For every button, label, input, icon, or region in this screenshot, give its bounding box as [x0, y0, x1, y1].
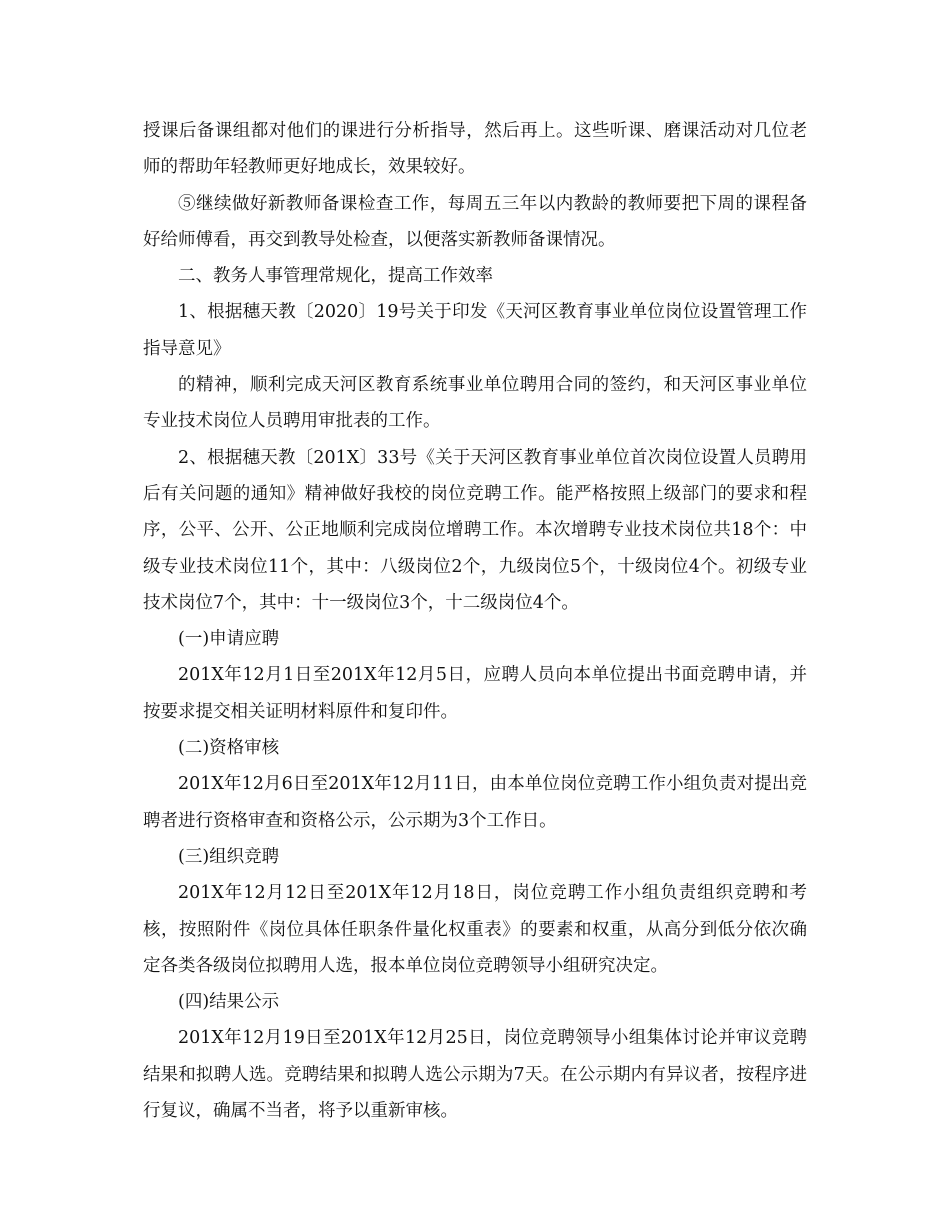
subheading-result: (四)结果公示: [178, 992, 280, 1013]
paragraph-10: 201X年12月6日至201X年12月11日，由本单位岗位竞聘工作小组负责对提出竞聘者进行资格审查和资格公示，公示期为3个工作日。: [143, 774, 807, 831]
paragraph-2: ⑤继续做好新教师备课检查工作，每周五三年以内教龄的教师要把下周的课程备好给师傅看，再交到教导处检查，以便落实新教师备课情况。: [143, 193, 807, 250]
section-heading-2: 二、教务人事管理常规化，提高工作效率: [178, 266, 493, 287]
subheading-organize: (三)组织竞聘: [178, 846, 280, 867]
paragraph-1: 授课后备课组都对他们的课进行分析指导，然后再上。这些听课、磨课活动对几位老师的帮助年轻教师更好地成长，效果较好。: [143, 121, 807, 178]
paragraph-8: 201X年12月1日至201X年12月5日，应聘人员向本单位提出书面竞聘申请，并按要求提交相关证明材料原件和复印件。: [143, 665, 807, 722]
paragraph-12: 201X年12月12日至201X年12月18日，岗位竞聘工作小组负责组织竞聘和考核，按照附件《岗位具体任职条件量化权重表》的要素和权重，从高分到低分依次确定各类各级岗位拟聘用人选，报本单位岗位竞聘领导小组研究决定。: [143, 883, 807, 976]
subheading-qualification: (二)资格审核: [178, 738, 280, 759]
paragraph-6: 2、根据穗天教〔201X〕33号《关于天河区教育事业单位首次岗位设置人员聘用后有关问题的通知》精神做好我校的岗位竞聘工作。能严格按照上级部门的要求和程序，公平、公开、公正地顺利完成岗位增聘工作。本次增聘专业技术岗位共18个：中级专业技术岗位11个，其中：八级岗位2个，九级岗位5个，十级岗位4个。初级专业技术岗位7个，其中：十一级岗位3个，十二级岗位4个。: [143, 447, 807, 613]
subheading-apply: (一)申请应聘: [178, 629, 280, 650]
paragraph-4: 1、根据穗天教〔2020〕19号关于印发《天河区教育事业单位岗位设置管理工作指导意见》: [143, 302, 807, 359]
paragraph-5: 的精神，顺利完成天河区教育系统事业单位聘用合同的签约，和天河区事业单位专业技术岗位人员聘用审批表的工作。: [143, 375, 807, 432]
document-body: [143, 113, 807, 1129]
paragraph-14: 201X年12月19日至201X年12月25日，岗位竞聘领导小组集体讨论并审议竞聘结果和拟聘人选。竞聘结果和拟聘人选公示期为7天。在公示期内有异议者，按程序进行复议，确属不当者，将予以重新审核。: [143, 1028, 807, 1122]
